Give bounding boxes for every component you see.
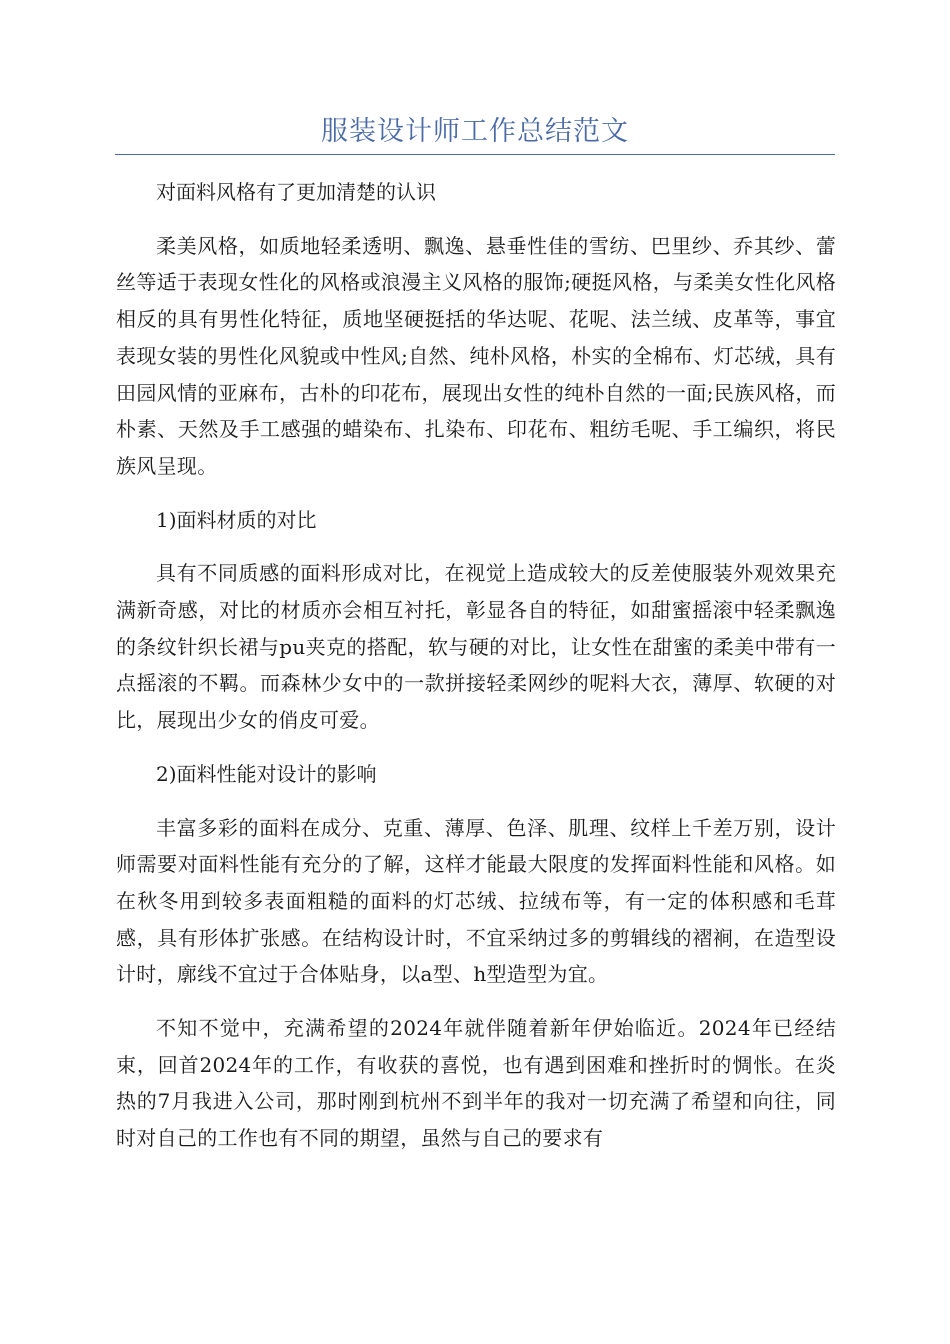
paragraph-fabric-styles: 柔美风格，如质地轻柔透明、飘逸、悬垂性佳的雪纺、巴里纱、乔其纱、蕾丝等适于表现女性化的风格或浪漫主义风格的服饰;硬挺风格，与柔美女性化风格相反的具有男性化特征，质地坚硬挺括的华达呢、花呢、法兰绒、皮革等，事宜表现女装的男性化风貌或中性风;自然、纯朴风格，朴实的全棉布、灯芯绒，具有田园风情的亚麻布，古朴的印花布，展现出女性的纯朴自然的一面;民族风格，而朴素、天然及手工感强的蜡染布、扎染布、印花布、粗纺毛呢、手工编织，将民族风呈现。 — [116, 233, 836, 478]
paragraph-fabric-performance: 丰富多彩的面料在成分、克重、薄厚、色泽、肌理、纹样上千差万别，设计师需要对面料性能有充分的了解，这样才能最大限度的发挥面料性能和风格。如在秋冬用到较多表面粗糙的面料的灯芯绒、拉绒布等，有一定的体积感和毛茸感，具有形体扩张感。在结构设计时，不宜采纳过多的剪辑线的褶裥，在造型设计时，廓线不宜过于合体贴身，以a型、h型造型为宜。 — [116, 815, 836, 987]
document-title: 服装设计师工作总结范文 — [321, 116, 629, 147]
section-heading-fabric-style: 对面料风格有了更加清楚的认识 — [156, 180, 436, 204]
paragraph-material-contrast: 具有不同质感的面料形成对比，在视觉上造成较大的反差使服装外观效果充满新奇感，对比的材质亦会相互衬托，彰显各自的特征，如甜蜜摇滚中轻柔飘逸的条纹针织长裙与pu夹克的搭配，软与硬的对比，让女性在甜蜜的柔美中带有一点摇滚的不羁。而森林少女中的一款拼接轻柔网纱的呢料大衣，薄厚、软硬的对比，展现出少女的俏皮可爱。 — [116, 561, 836, 733]
section-heading-material-contrast: 1)面料材质的对比 — [156, 507, 317, 532]
paragraph-year-review: 不知不觉中，充满希望的2024年就伴随着新年伊始临近。2024年已经结束，回首2024年的工作，有收获的喜悦，也有遇到困难和挫折时的惆怅。在炎热的7月我进入公司，那时刚到杭州不到半年的我对一切充满了希望和向往，同时对自己的工作也有不同的期望，虽然与自己的要求有 — [116, 1016, 836, 1151]
title-underline — [115, 154, 835, 155]
section-heading-fabric-performance: 2)面料性能对设计的影响 — [156, 761, 377, 786]
document-body — [116, 174, 836, 1174]
